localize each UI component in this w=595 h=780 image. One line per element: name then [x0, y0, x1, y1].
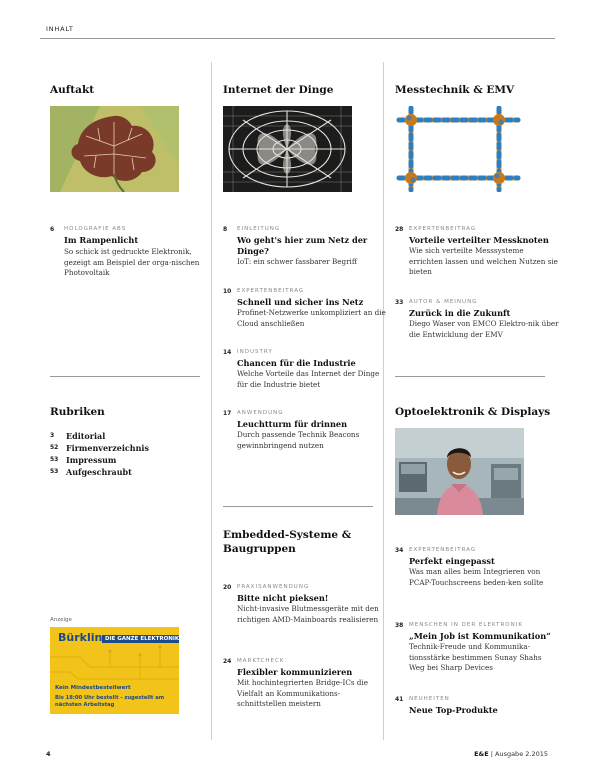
page-number: 53: [50, 468, 59, 475]
section-heading-auftakt: Auftakt: [50, 84, 95, 96]
toc-entry[interactable]: [395, 226, 558, 286]
lace-photo: [223, 106, 352, 192]
page-number: 53: [50, 456, 59, 463]
page-number: 38: [395, 622, 404, 629]
category-label: AUTOR & MEINUNG: [409, 299, 478, 305]
page-number: 4: [46, 750, 51, 758]
toc-entry[interactable]: [395, 547, 555, 603]
page-number: 10: [223, 288, 232, 295]
header-divider: [40, 38, 555, 39]
toc-entry[interactable]: [223, 584, 383, 640]
issue-info: [474, 750, 548, 758]
toc-entry[interactable]: [50, 226, 210, 286]
rope-frame-photo: [395, 106, 522, 192]
issue-number: Ausgabe 2.2015: [495, 750, 548, 758]
page-number: 20: [223, 584, 232, 591]
article-title: Flexibler kommunizieren: [237, 667, 353, 677]
rubrik-label: Firmenverzeichnis: [66, 443, 149, 453]
article-description: So schick ist gedruckte Elektronik, gezeigt am Beispiel der orga-nischen Photovoltaik: [64, 247, 200, 277]
magazine-name: E&E: [474, 750, 489, 758]
section-heading-iot: Internet der Dinge: [223, 84, 334, 96]
column-divider: [211, 62, 212, 740]
page-number: 34: [395, 547, 404, 554]
article-description: Wie sich verteilte Messsysteme errichten lassen und welchen Nutzen sie bieten: [409, 246, 558, 276]
rubrik-label: Impressum: [66, 455, 117, 465]
article-title: Im Rampenlicht: [64, 235, 139, 245]
toc-entry[interactable]: [223, 410, 383, 460]
category-label: EXPERTENBEITRAG: [237, 288, 305, 294]
article-title: Chancen für die Industrie: [237, 358, 356, 368]
page-number: 24: [223, 658, 232, 665]
article-description: Technik-Freude und Kommunika-tionsstärke bestimmen Sunay Shahs Weg bei Sharp Devices: [409, 642, 542, 672]
page-number: 3: [50, 432, 55, 439]
article-description: Welche Vorteile das Internet der Dinge für die Industrie bietet: [237, 369, 380, 389]
article-title: Schnell und sicher ins Netz: [237, 297, 364, 307]
article-description: Nicht-invasive Blutmessgeräte mit den richtigen AMD-Mainboards realisieren: [237, 604, 379, 624]
page-number: 14: [223, 349, 232, 356]
section-heading-embedded: Embedded-Systeme & Baugruppen: [223, 529, 352, 555]
section-divider: [223, 506, 373, 507]
category-label: HOLOGRAFIE ABS: [64, 226, 127, 232]
rubrik-label: Editorial: [66, 431, 106, 441]
portrait-photo: [395, 428, 524, 515]
rubrik-label: Aufgeschraubt: [66, 467, 132, 477]
category-label: MARKTCHECK: [237, 658, 285, 664]
column-divider: [383, 62, 384, 740]
article-title: Perfekt eingepasst: [409, 556, 495, 566]
category-label: ANWENDUNG: [237, 410, 284, 416]
page-number: 8: [223, 226, 228, 233]
ad-label: Anzeige: [50, 617, 72, 623]
toc-entry[interactable]: [395, 622, 555, 682]
section-label: INHALT: [46, 25, 74, 33]
section-heading-rubriken: Rubriken: [50, 406, 105, 418]
page-number: 28: [395, 226, 404, 233]
article-title: Wo geht's hier zum Netz der Dinge?: [237, 235, 368, 256]
category-label: EXPERTENBEITRAG: [409, 547, 477, 553]
toc-entry[interactable]: [223, 288, 386, 338]
page-number: 33: [395, 299, 404, 306]
section-divider: [50, 376, 200, 377]
leaf-photo: [50, 106, 179, 192]
article-title: „Mein Job ist Kommunikation“: [409, 631, 551, 641]
ad-headline: Kein Mindestbestellwert: [55, 685, 131, 691]
page-number: 17: [223, 410, 232, 417]
brand-logo: Bürklin: [58, 631, 103, 644]
toc-entry[interactable]: [395, 696, 555, 718]
category-label: NEUHEITEN: [409, 696, 450, 702]
ad-subline: Bis 18:00 Uhr bestellt - zugestellt am nächsten Arbeitstag: [55, 695, 165, 708]
toc-entry[interactable]: [395, 299, 559, 359]
ad-tagline: DIE GANZE ELEKTRONIK: [102, 635, 179, 643]
article-description: IoT: ein schwer fassbarer Begriff: [237, 257, 357, 266]
page-number: 41: [395, 696, 404, 703]
advertisement[interactable]: [50, 627, 179, 714]
article-title: Vorteile verteilter Messknoten: [409, 235, 549, 245]
article-title: Leuchtturm für drinnen: [237, 419, 348, 429]
article-description: Profinet-Netzwerke unkompliziert an die Cloud anschließen: [237, 308, 386, 328]
article-description: Mit hochintegrierten Bridge-ICs die Vielfalt an Kommunikations-schnittstellen meistern: [237, 678, 368, 708]
section-heading-messtechnik: Messtechnik & EMV: [395, 84, 515, 96]
article-title: Zurück in die Zukunft: [409, 308, 511, 318]
section-divider: [395, 376, 545, 377]
article-title: Bitte nicht pieksen!: [237, 593, 329, 603]
category-label: EINLEITUNG: [237, 226, 281, 232]
toc-entry[interactable]: [223, 658, 383, 714]
article-description: Durch passende Technik Beacons gewinnbringend nutzen: [237, 430, 360, 450]
toc-entry[interactable]: [223, 226, 383, 276]
section-heading-optoelektronik: Optoelektronik & Displays: [395, 406, 551, 418]
separator: |: [490, 750, 495, 758]
article-title: Neue Top-Produkte: [409, 705, 498, 715]
page-number: 52: [50, 444, 59, 451]
category-label: PRAXISANWENDUNG: [237, 584, 310, 590]
page-number: 6: [50, 226, 55, 233]
article-description: Was man alles beim Integrieren von PCAP-Touchscreens beden-ken sollte: [409, 567, 544, 587]
category-label: EXPERTENBEITRAG: [409, 226, 477, 232]
category-label: INDUSTRY: [237, 349, 273, 355]
category-label: MENSCHEN IN DER ELEKTRONIK: [409, 622, 523, 628]
article-description: Diego Waser von EMCO Elektro-nik über die Entwicklung der EMV: [409, 319, 559, 339]
toc-entry[interactable]: [223, 349, 383, 399]
